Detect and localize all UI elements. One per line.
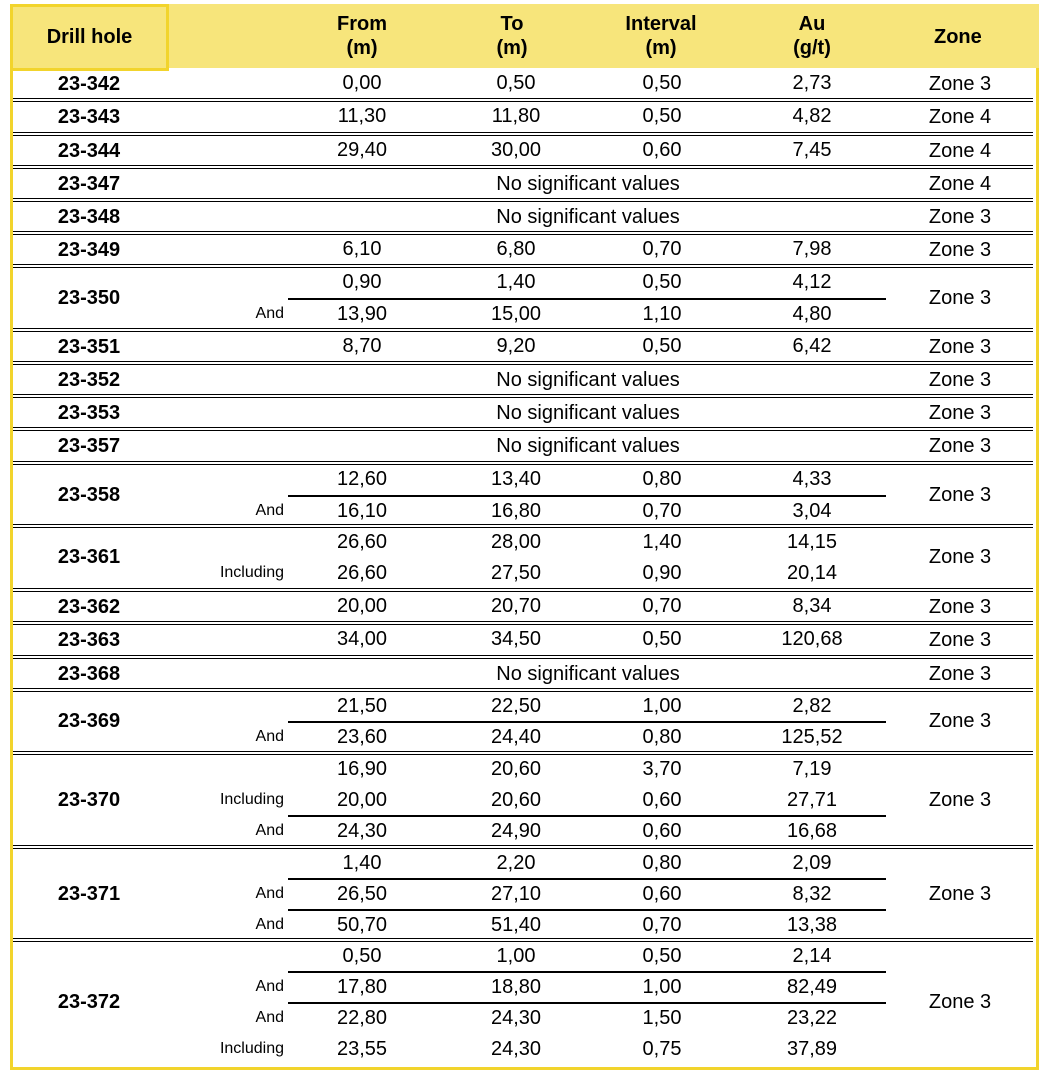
to-cell: 0,50 (496, 72, 536, 94)
interval-cell: 0,50 (642, 105, 682, 127)
row-separator (13, 430, 1033, 431)
zone-cell: Zone 3 (928, 991, 992, 1013)
interval-cell: 0,60 (642, 139, 682, 161)
drill-hole-id: 23-370 (57, 788, 121, 811)
sub-row-separator (288, 1002, 886, 1004)
row-separator (13, 845, 1033, 846)
to-cell: 2,20 (496, 852, 536, 874)
to-cell: 51,40 (490, 914, 542, 936)
from-cell: 16,90 (336, 758, 388, 780)
au-cell: 20,14 (786, 562, 838, 584)
au-cell: 4,12 (792, 271, 832, 293)
from-cell: 29,40 (336, 139, 388, 161)
row-separator (13, 691, 1033, 692)
interval-cell: 0,70 (642, 500, 682, 522)
zone-cell: Zone 3 (928, 238, 992, 261)
no-significant-values: No significant values (496, 368, 680, 391)
header-au: Au (g/t) (793, 13, 831, 59)
row-separator (13, 234, 1033, 235)
row-separator (13, 364, 1033, 365)
interval-cell: 0,50 (642, 628, 682, 650)
from-cell: 0,50 (342, 945, 382, 967)
to-cell: 22,50 (490, 695, 542, 717)
interval-cell: 0,50 (642, 271, 682, 293)
interval-cell: 0,70 (642, 595, 682, 617)
zone-cell: Zone 3 (928, 434, 992, 457)
row-separator (13, 361, 1033, 362)
interval-cell: 0,90 (642, 562, 682, 584)
from-cell: 26,50 (336, 883, 388, 905)
interval-cell: 0,60 (642, 789, 682, 811)
interval-cell: 0,75 (642, 1038, 682, 1060)
row-separator (13, 461, 1033, 462)
drill-hole-id: 23-348 (57, 205, 121, 228)
no-significant-values: No significant values (496, 401, 680, 424)
sub-row-separator (288, 878, 886, 880)
zone-cell: Zone 3 (928, 628, 992, 651)
to-cell: 15,00 (490, 303, 542, 325)
row-separator (13, 464, 1033, 465)
au-cell: 2,73 (792, 72, 832, 94)
row-separator (13, 588, 1033, 589)
zone-cell: Zone 3 (928, 72, 992, 95)
row-separator (13, 328, 1033, 329)
drill-hole-id: 23-369 (57, 710, 121, 732)
from-cell: 23,60 (336, 726, 388, 748)
zone-cell: Zone 3 (928, 546, 992, 568)
interval-qualifier: And (255, 916, 284, 933)
row-separator (13, 621, 1033, 622)
row-separator (13, 655, 1033, 656)
sub-row-separator (288, 815, 886, 817)
drill-hole-id: 23-357 (57, 434, 121, 457)
to-cell: 1,40 (496, 271, 536, 293)
row-separator (13, 751, 1033, 752)
interval-cell: 0,70 (642, 238, 682, 260)
interval-cell: 1,40 (642, 531, 682, 553)
au-cell: 8,32 (792, 883, 832, 905)
to-cell: 27,50 (490, 562, 542, 584)
zone-cell: Zone 3 (928, 335, 992, 358)
to-cell: 24,30 (490, 1038, 542, 1060)
to-cell: 20,60 (490, 758, 542, 780)
to-cell: 24,30 (490, 1007, 542, 1029)
interval-cell: 1,10 (642, 303, 682, 325)
interval-cell: 0,60 (642, 820, 682, 842)
to-cell: 30,00 (490, 139, 542, 161)
drill-hole-id: 23-372 (57, 991, 121, 1013)
from-cell: 13,90 (336, 303, 388, 325)
drill-hole-id: 23-363 (57, 628, 121, 651)
drill-hole-id: 23-344 (57, 139, 121, 162)
row-separator (13, 165, 1033, 166)
row-separator (13, 231, 1033, 232)
row-separator (13, 427, 1033, 428)
sub-row-separator (288, 721, 886, 723)
interval-qualifier: And (255, 822, 284, 839)
interval-cell: 0,60 (642, 883, 682, 905)
drill-hole-id: 23-342 (57, 72, 121, 95)
from-cell: 0,90 (342, 271, 382, 293)
interval-cell: 0,80 (642, 852, 682, 874)
zone-cell: Zone 3 (928, 662, 992, 685)
interval-qualifier: And (255, 502, 284, 519)
au-cell: 4,82 (792, 105, 832, 127)
drill-hole-id: 23-350 (57, 287, 121, 309)
au-cell: 3,04 (792, 500, 832, 522)
au-cell: 7,19 (792, 758, 832, 780)
row-separator (13, 658, 1033, 659)
au-cell: 120,68 (781, 628, 843, 650)
to-cell: 16,80 (490, 500, 542, 522)
from-cell: 50,70 (336, 914, 388, 936)
row-separator (13, 527, 1033, 528)
au-cell: 82,49 (786, 976, 838, 998)
row-separator (13, 132, 1033, 133)
row-separator (13, 331, 1033, 332)
to-cell: 9,20 (496, 335, 536, 357)
interval-qualifier: Including (219, 791, 284, 808)
from-cell: 24,30 (336, 820, 388, 842)
header-drill-hole: Drill hole (10, 4, 169, 71)
au-cell: 14,15 (786, 531, 838, 553)
from-cell: 20,00 (336, 789, 388, 811)
au-cell: 125,52 (781, 726, 843, 748)
to-cell: 20,70 (490, 595, 542, 617)
drill-hole-id: 23-358 (57, 484, 121, 506)
zone-cell: Zone 3 (928, 882, 992, 905)
zone-cell: Zone 3 (928, 484, 992, 506)
to-cell: 1,00 (496, 945, 536, 967)
to-cell: 24,40 (490, 726, 542, 748)
interval-cell: 0,50 (642, 945, 682, 967)
au-cell: 8,34 (792, 595, 832, 617)
drill-hole-id: 23-353 (57, 401, 121, 424)
zone-cell: Zone 4 (928, 105, 992, 128)
zone-cell: Zone 3 (928, 368, 992, 391)
from-cell: 26,60 (336, 531, 388, 553)
to-cell: 18,80 (490, 976, 542, 998)
sub-row-separator (288, 971, 886, 973)
zone-cell: Zone 3 (928, 710, 992, 732)
drill-hole-id: 23-349 (57, 238, 121, 261)
row-separator (13, 591, 1033, 592)
interval-cell: 0,50 (642, 72, 682, 94)
from-cell: 8,70 (342, 335, 382, 357)
to-cell: 11,80 (491, 105, 541, 127)
interval-cell: 1,00 (642, 695, 682, 717)
header-interval: Interval (m) (625, 13, 697, 59)
row-separator (13, 754, 1033, 755)
row-separator (13, 624, 1033, 625)
row-separator (13, 394, 1033, 395)
to-cell: 13,40 (490, 468, 542, 490)
interval-cell: 0,50 (642, 335, 682, 357)
from-cell: 6,10 (342, 238, 382, 260)
zone-cell: Zone 3 (928, 595, 992, 618)
to-cell: 28,00 (490, 531, 542, 553)
to-cell: 34,50 (490, 628, 542, 650)
row-separator (13, 135, 1033, 136)
row-separator (13, 101, 1033, 102)
zone-cell: Zone 3 (928, 401, 992, 424)
header-from: From (m) (337, 13, 387, 59)
zone-cell: Zone 3 (928, 287, 992, 309)
no-significant-values: No significant values (496, 205, 680, 228)
interval-qualifier: Including (219, 564, 284, 581)
to-cell: 24,90 (490, 820, 542, 842)
drill-hole-id: 23-361 (57, 546, 121, 568)
zone-cell: Zone 4 (928, 139, 992, 162)
from-cell: 1,40 (342, 852, 382, 874)
from-cell: 26,60 (336, 562, 388, 584)
au-cell: 16,68 (786, 820, 838, 842)
drill-hole-id: 23-343 (57, 105, 121, 128)
from-cell: 23,55 (336, 1038, 388, 1060)
to-cell: 27,10 (490, 883, 542, 905)
drill-hole-id: 23-371 (57, 882, 121, 905)
row-separator (13, 267, 1033, 268)
row-separator (13, 198, 1033, 199)
from-cell: 16,10 (336, 500, 388, 522)
row-separator (13, 938, 1033, 939)
interval-qualifier: And (255, 885, 284, 902)
au-cell: 27,71 (786, 789, 838, 811)
zone-cell: Zone 3 (928, 205, 992, 228)
au-cell: 37,89 (786, 1038, 838, 1060)
interval-cell: 0,80 (642, 726, 682, 748)
no-significant-values: No significant values (496, 662, 680, 685)
au-cell: 23,22 (786, 1007, 838, 1029)
au-cell: 4,80 (792, 303, 832, 325)
au-cell: 6,42 (792, 335, 832, 357)
to-cell: 20,60 (490, 789, 542, 811)
drill-hole-id: 23-347 (57, 172, 121, 195)
no-significant-values: No significant values (496, 172, 680, 195)
au-cell: 2,82 (792, 695, 832, 717)
interval-qualifier: And (255, 978, 284, 995)
row-separator (13, 98, 1033, 99)
drill-hole-id: 23-368 (57, 662, 121, 685)
sub-row-separator (288, 298, 886, 300)
from-cell: 0,00 (342, 72, 382, 94)
interval-qualifier: Including (219, 1040, 284, 1057)
header-zone: Zone (934, 26, 982, 48)
drill-hole-id: 23-352 (57, 368, 121, 391)
from-cell: 20,00 (336, 595, 388, 617)
from-cell: 34,00 (336, 628, 388, 650)
interval-cell: 1,50 (642, 1007, 682, 1029)
interval-cell: 3,70 (642, 758, 682, 780)
row-separator (13, 688, 1033, 689)
au-cell: 7,98 (792, 238, 832, 260)
interval-cell: 1,00 (642, 976, 682, 998)
interval-cell: 0,80 (642, 468, 682, 490)
row-separator (13, 524, 1033, 525)
drill-hole-id: 23-362 (57, 595, 121, 618)
row-separator (13, 264, 1033, 265)
from-cell: 17,80 (336, 976, 388, 998)
from-cell: 22,80 (336, 1007, 388, 1029)
row-separator (13, 941, 1033, 942)
sub-row-separator (288, 495, 886, 497)
interval-qualifier: And (255, 728, 284, 745)
header-to: To (m) (496, 13, 528, 59)
au-cell: 4,33 (792, 468, 832, 490)
from-cell: 12,60 (336, 468, 388, 490)
sub-row-separator (288, 909, 886, 911)
row-separator (13, 168, 1033, 169)
row-separator (13, 397, 1033, 398)
zone-cell: Zone 3 (928, 788, 992, 811)
to-cell: 6,80 (496, 238, 536, 260)
interval-qualifier: And (255, 305, 284, 322)
row-separator (13, 201, 1033, 202)
au-cell: 2,09 (792, 852, 832, 874)
from-cell: 21,50 (336, 695, 388, 717)
interval-qualifier: And (255, 1009, 284, 1026)
no-significant-values: No significant values (496, 434, 680, 457)
au-cell: 7,45 (792, 139, 832, 161)
row-separator (13, 848, 1033, 849)
au-cell: 2,14 (792, 945, 832, 967)
interval-cell: 0,70 (642, 914, 682, 936)
zone-cell: Zone 4 (928, 172, 992, 195)
au-cell: 13,38 (786, 914, 838, 936)
from-cell: 11,30 (337, 105, 387, 127)
drill-hole-id: 23-351 (57, 335, 121, 358)
